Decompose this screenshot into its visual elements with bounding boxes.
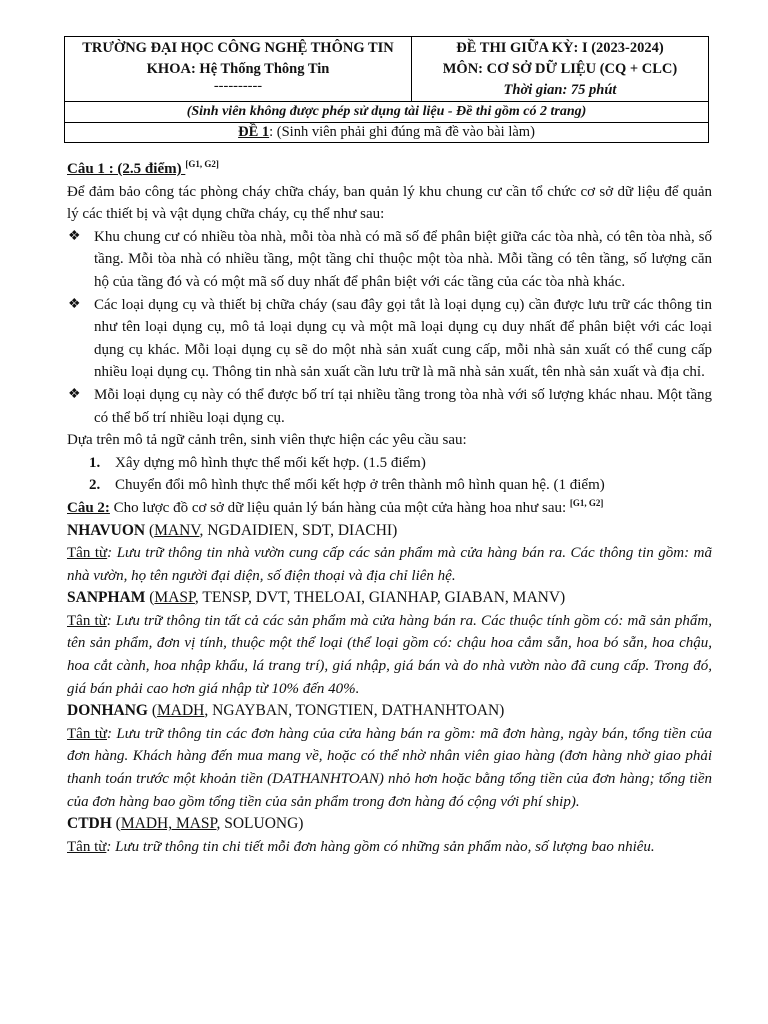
schema-ctdh-desc: Tân từ: Lưu trữ thông tin chi tiết mỗi đơn hàng gồm có những sản phẩm nào, số lượng bao nhiêu. (67, 838, 655, 855)
schema-nhavuon: NHAVUON (MANV, NGDAIDIEN, SDT, DIACHI) (67, 521, 398, 539)
exam-code-note: : (Sinh viên phải ghi đúng mã đề vào bài làm) (269, 124, 535, 140)
exam-code: ĐỀ 1 (238, 124, 270, 140)
diamond-bullet-icon: ❖ (68, 386, 81, 402)
list-item: ❖ Các loại dụng cụ và thiết bị chữa cháy (sau đây gọi tắt là loại dụng cụ) cần được lưu trữ các thông tin như tên loại dụng cụ, mô tả loại dụng cụ và một mã loại dụng cụ duy nhất để phân biệt với các loại dụng cụ khác. Mỗi loại dụng cụ sẽ do một nhà sản xuất cung cấp, mỗi nhà sản xuất có thể cung cấp nhiều loại dụng cụ. Thông tin nhà sản xuất cần lưu trữ là mã nhà sản xuất, tên nhà sản xuất và địa chỉ. (67, 294, 712, 384)
question-2-label: Câu 2: (67, 499, 110, 516)
list-item: 1. Xây dựng mô hình thực thể mối kết hợp. (1.5 điểm) (89, 454, 426, 471)
exam-title: ĐỀ THI GIỮA KỲ: I (2023-2024) (456, 40, 664, 56)
question-1-label: Câu 1 (67, 161, 105, 177)
list-item: ❖ Mỗi loại dụng cụ này có thể được bố trí tại nhiều tầng trong tòa nhà với số lượng khác nhau. Một tầng có thể bố trí nhiều loại dụng cụ. (67, 384, 712, 429)
faculty-name: KHOA: Hệ Thống Thông Tin (146, 61, 330, 77)
schema-nhavuon-desc: Tân từ: Lưu trữ thông tin nhà vườn cung cấp các sản phẩm mà cửa hàng bán ra. Các thông tin gồm: mã nhà vườn, họ tên người đại diện, số điện thoại và địa chỉ liên hệ. (67, 545, 713, 584)
schema-sanpham-desc: Tân từ: Lưu trữ thông tin tất cả các sản phẩm mà cửa hàng bán ra. Các thuộc tính gồm có: mã sản phẩm, tên sản phẩm, đơn vị tính, thuộc một thể loại (thể loại gồm có: chậu hoa cắm sẵn, hoa bó sẵn, hoa chậu, hoa cắt cành, hoa nhập khẩu, lá trang trí), giá nhập, giá bán và do nhà vườn nào đã cung cấp. Trong đó, giá bán phải cao hơn giá nhập từ 10% đến 40%. (67, 612, 712, 697)
exam-header (64, 36, 709, 143)
exam-body (67, 158, 712, 858)
question-2-intro: Cho lược đồ cơ sở dữ liệu quản lý bán hàng của một cửa hàng hoa như sau: (109, 499, 570, 516)
requirements-list (67, 452, 712, 497)
schema-ctdh: CTDH (MADH, MASP, SOLUONG) (67, 815, 304, 833)
exam-duration: Thời gian: 75 phút (503, 82, 617, 98)
schema-donhang: DONHANG (MADH, NGAYBAN, TONGTIEN, DATHANHTOAN) (67, 702, 505, 720)
question-1-bullets (67, 226, 712, 429)
diamond-bullet-icon: ❖ (68, 296, 81, 312)
exam-rules-note: (Sinh viên không được phép sử dụng tài liệu - Đề thi gồm có 2 trang) (65, 102, 709, 123)
exam-code-row (65, 123, 709, 143)
exam-info-cell (412, 37, 709, 102)
list-item: ❖ Khu chung cư có nhiều tòa nhà, mỗi tòa nhà có mã số để phân biệt giữa các tòa nhà, có tên tòa nhà, số tầng. Mỗi tòa nhà có nhiều tầng, một tầng chỉ thuộc một tòa nhà. Mỗi tầng có tên tầng, số lượng căn hộ của tầng đó và có một mã số duy nhất để phân biệt với các tầng của các tòa nhà khác. (67, 226, 712, 294)
diamond-bullet-icon: ❖ (68, 228, 81, 244)
question-1-heading (67, 158, 712, 181)
question-2-tags: [G1, G2] (569, 497, 604, 508)
requirements-intro: Dựa trên mô tả ngữ cảnh trên, sinh viên thực hiện các yêu cầu sau: (67, 432, 467, 449)
subject-name: MÔN: CƠ SỞ DỮ LIỆU (CQ + CLC) (442, 61, 678, 77)
university-name: TRƯỜNG ĐẠI HỌC CÔNG NGHỆ THÔNG TIN (82, 40, 394, 56)
schema-sanpham: SANPHAM (MASP, TENSP, DVT, THELOAI, GIANHAP, GIABAN, MANV) (67, 589, 566, 607)
question-2-heading (67, 497, 712, 520)
header-divider: ---------- (213, 78, 263, 94)
question-1-intro: Để đảm bảo công tác phòng cháy chữa cháy, ban quản lý khu chung cư cần tổ chức cơ sở dữ liệu để quản lý các thiết bị và vật dụng chữa cháy, cụ thể như sau: (67, 183, 712, 223)
school-cell (65, 37, 412, 102)
schema-donhang-desc: Tân từ: Lưu trữ thông tin các đơn hàng của cửa hàng bán ra gồm: mã đơn hàng, ngày bán, tổng tiền của đơn hàng. Khách hàng đến mua mang về, hoặc có thể nhờ nhân viên giao hàng (đơn hàng nhờ giao phải thanh toán trước một khoản tiền (DATHANHTOAN) nhỏ hơn hoặc bằng tổng tiền của đơn hàng; tổng tiền của đơn hàng bao gồm tổng tiền của sản phẩm trong đơn hàng đó cộng với phí ship). (67, 725, 712, 810)
question-1-points: : (2.5 điểm) (104, 161, 186, 177)
question-1-tags: [G1, G2] (185, 159, 219, 169)
list-item: 2. Chuyển đổi mô hình thực thể mối kết hợp ở trên thành mô hình quan hệ. (1 điểm) (89, 477, 605, 494)
